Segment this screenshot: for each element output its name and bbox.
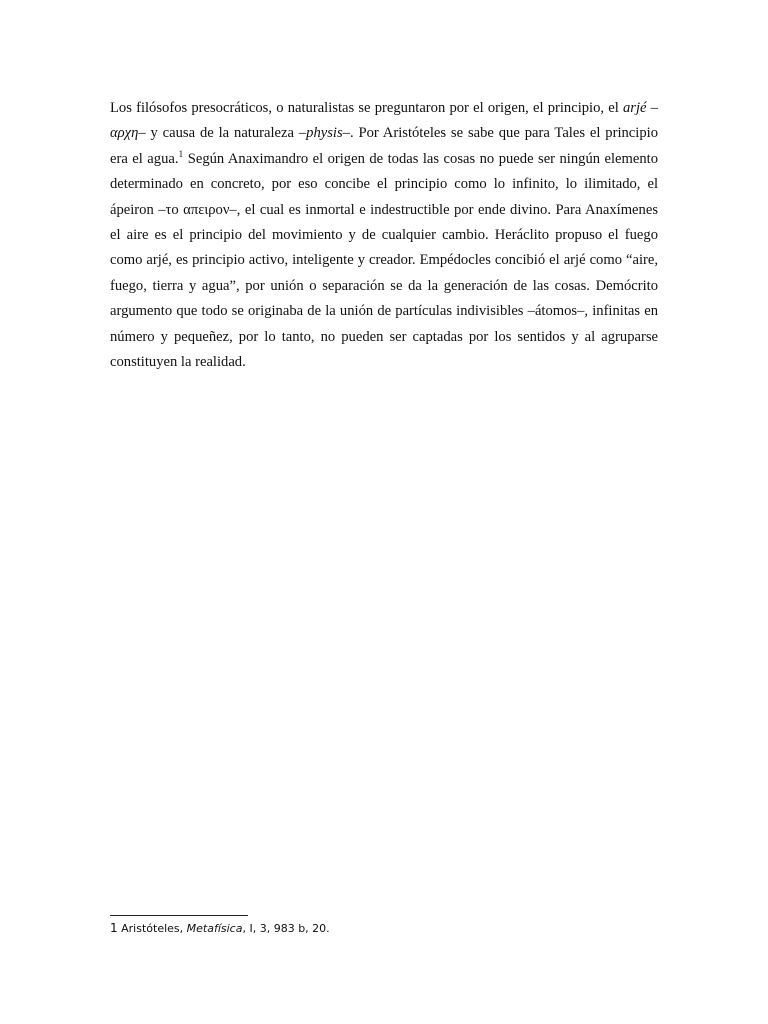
text-segment: – [646,100,658,116]
body-paragraph [110,96,658,375]
text-segment: – y causa de la naturaleza – [138,125,307,142]
term-arje: arjé [622,100,647,116]
text-segment: Los filósofos presocráticos, o naturalistas se preguntaron por el origen, el principio, el [110,100,623,116]
footnote-author: Aristóteles, [117,922,187,935]
text-segment: –. Por Aristóteles se sabe que para Tales el principio era el agua. [110,125,658,167]
footnote-work-title: Metafísica [186,922,243,935]
footnote-reference[interactable]: 1 [178,149,184,160]
term-arje-greek: αρχη [110,125,139,142]
text-segment: Según Anaximandro el origen de todas las cosas no puede ser ningún elemento determinado en concreto, por eso concibe el principio como lo infinito, lo ilimitado, el ápeiron –το απειρον–, el cual es inmortal e indestructible por ende divino. Para Anaxímenes el aire es el principio del movimiento y de cualquier cambio. Heráclito propuso el fuego como arjé, es principio activo, inteligente y creador. Empédocles concibió el arjé como “aire, fuego, tierra y agua”, por unión o separación se da la generación de las cosas. Demócrito argumento que todo se originaba de la unión de partículas indivisibles –átomos–, infinitas en número y pequeñez, por lo tanto, no pueden ser captadas por los sentidos y al agruparse constituyen la realidad. [110,150,658,371]
footnote-separator [110,915,248,916]
term-physis: physis [306,125,343,142]
footnote-citation: , I, 3, 983 b, 20. [242,922,330,935]
footnote-number: 1 [110,921,118,935]
footnote [110,920,330,937]
